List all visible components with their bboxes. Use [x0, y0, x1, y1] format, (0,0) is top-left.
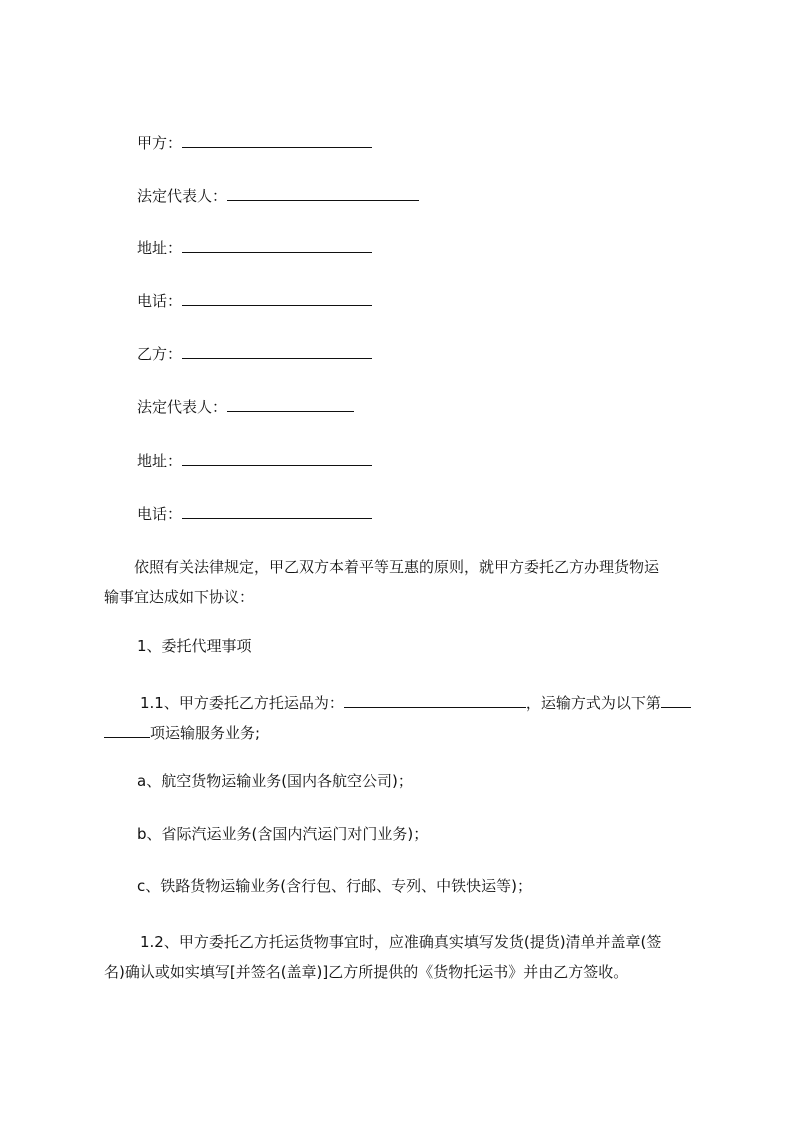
clause-1-1-prefix: 1.1、甲方委托乙方托运品为： [140, 694, 344, 712]
party-b-phone-blank [182, 503, 372, 519]
clause-1-1-line-1 [104, 688, 704, 718]
clause-1-2-line-2: 名)确认或如实填写[并签名(盖章)]乙方所提供的《货物托运书》并由乙方签收。 [104, 963, 629, 981]
service-number-blank-part-2 [104, 722, 150, 738]
party-a-address-row [137, 237, 372, 258]
party-a-phone-label: 电话： [137, 292, 183, 310]
party-a-name-blank [182, 132, 372, 148]
section-1-heading: 1、委托代理事项 [137, 637, 252, 655]
party-a-phone-row [137, 290, 372, 311]
party-b-phone-label: 电话： [137, 505, 183, 523]
clause-1-2 [104, 927, 704, 987]
party-a-name-label: 甲方： [137, 134, 183, 152]
clause-1-2-line-1: 1.2、甲方委托乙方托运货物事宜时，应准确真实填写发货(提货)清单并盖章(签 [140, 933, 662, 951]
preamble-line-1: 依照有关法律规定，甲乙双方本着平等互惠的原则，就甲方委托乙方办理货物运 [134, 558, 660, 576]
party-b-address-row [137, 450, 372, 471]
item-c: c、铁路货物运输业务(含行包、行邮、专列、中铁快运等)； [137, 877, 532, 895]
party-a-phone-blank [182, 290, 372, 306]
party-b-rep-row [137, 396, 354, 417]
party-a-address-label: 地址： [137, 239, 183, 257]
item-a: a、航空货物运输业务(国内各航空公司)； [137, 772, 413, 790]
party-a-name-row [137, 132, 372, 153]
clause-1-1-line-2 [104, 718, 704, 748]
party-b-address-blank [182, 450, 372, 466]
clause-1-1-middle: ，运输方式为以下第 [525, 694, 661, 712]
party-b-phone-row [137, 503, 372, 524]
party-a-rep-blank [227, 185, 419, 201]
party-b-rep-blank [227, 396, 354, 412]
cargo-blank [344, 692, 526, 708]
party-b-rep-label: 法定代表人： [137, 398, 228, 416]
party-b-address-label: 地址： [137, 452, 183, 470]
preamble [104, 552, 704, 612]
service-number-blank-part-1 [661, 692, 691, 708]
clause-1-1 [104, 688, 704, 748]
party-a-address-blank [182, 237, 372, 253]
item-b: b、省际汽运业务(含国内汽运门对门业务)； [137, 825, 429, 843]
preamble-line-2: 输事宜达成如下协议： [104, 588, 255, 606]
party-a-rep-row [137, 185, 419, 206]
party-a-rep-label: 法定代表人： [137, 187, 228, 205]
party-b-name-label: 乙方： [137, 345, 183, 363]
clause-1-1-suffix: 项运输服务业务; [150, 724, 261, 742]
party-b-name-row [137, 343, 372, 364]
party-b-name-blank [182, 343, 372, 359]
